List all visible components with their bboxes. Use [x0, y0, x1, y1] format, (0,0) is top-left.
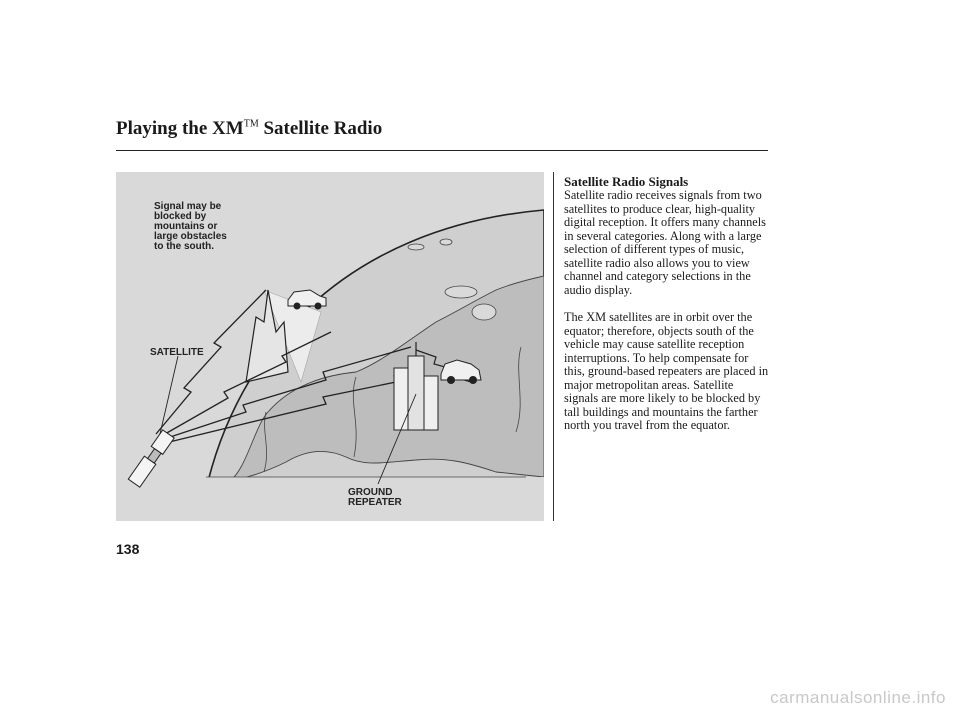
leader-line-satellite	[160, 356, 178, 434]
ground-strip	[116, 477, 544, 521]
title-text: Playing the XM	[116, 118, 244, 139]
lake-2	[472, 304, 496, 320]
paragraph-2: The XM satellites are in orbit over the equator; therefore, objects south of the vehicle may cause satellite reception interruptions. To help compensate for this, ground-based repeaters are placed in major metropolitan areas. Satellite signals are more likely to be blocked by tall buildings and mountains the farther north you travel from the equator.	[564, 310, 769, 432]
title-text-2: Satellite Radio	[263, 118, 383, 139]
lake-1	[445, 286, 477, 298]
label-ground-repeater: GROUND REPEATER	[348, 487, 402, 508]
paragraph-1: Satellite radio receives signals from two satellites to produce clear, high-quality digital reception. It offers many channels in several categories. Along with a large selection of different types of music, satellite radio also allows you to view channel and category selections in the audio display.	[564, 188, 766, 297]
satellite-signal-illustration	[116, 172, 544, 521]
section-heading: Satellite Radio Signals	[564, 174, 689, 189]
page-number: 138	[116, 541, 140, 557]
column-divider	[553, 172, 554, 521]
trademark-mark: TM	[243, 118, 259, 130]
watermark-text: carmanualsonline.info	[770, 688, 946, 707]
label-signal-blocked: Signal may be blocked by mountains or large obstacles to the south.	[154, 201, 227, 252]
lake-4	[440, 239, 452, 245]
label-satellite: SATELLITE	[150, 347, 204, 358]
lake-3	[408, 244, 424, 250]
page-title	[116, 118, 382, 140]
text-column	[564, 174, 770, 447]
page-header	[116, 118, 768, 151]
